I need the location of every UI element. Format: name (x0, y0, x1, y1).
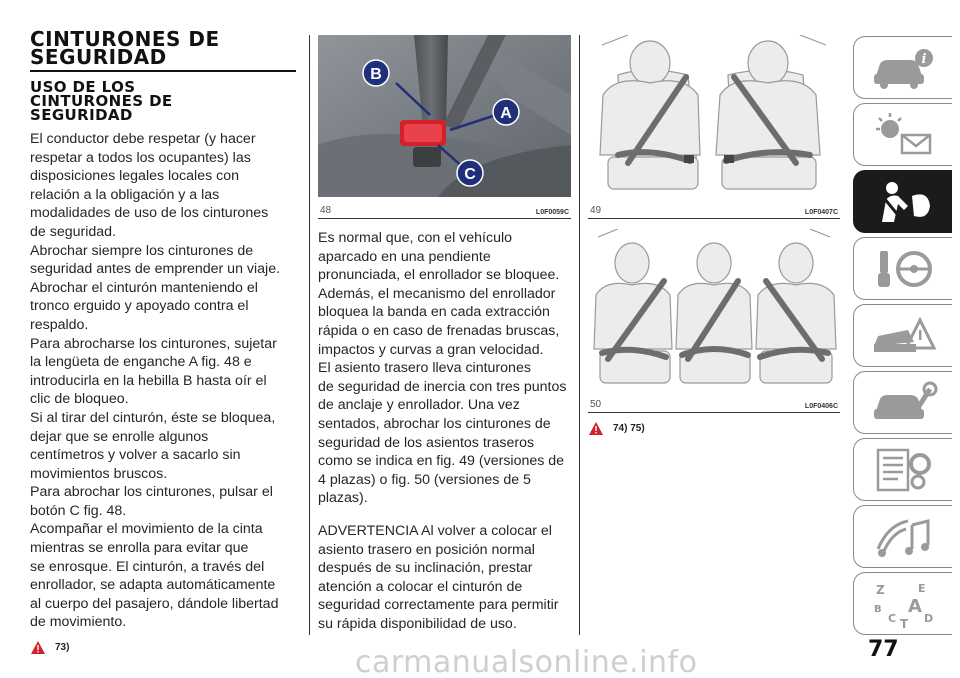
figure-number: 48 (320, 205, 332, 216)
tab-maintenance[interactable] (853, 371, 952, 434)
figure-50-caption (588, 396, 840, 413)
tab-technical-data[interactable] (853, 438, 952, 501)
figure-code: L0F0059C (535, 209, 569, 216)
tab-starting-driving[interactable] (853, 237, 952, 300)
car-info-icon (868, 42, 938, 94)
subtitle-line-3: SEGURIDAD (30, 106, 133, 124)
figure-code: L0F0407C (804, 209, 838, 216)
section-title-line-1: CINTURONES DE (30, 27, 220, 51)
callout-a-label: A (500, 105, 512, 122)
figure-49-caption (588, 202, 840, 219)
figure-number: 49 (590, 205, 602, 216)
warning-reference-74-75[interactable] (588, 421, 840, 436)
figure-48-caption (318, 202, 571, 219)
section-title (30, 27, 298, 69)
svg-text:i: i (921, 51, 927, 67)
warning-reference-73[interactable] (30, 640, 298, 655)
title-underline (30, 70, 296, 72)
index-letter-c: C (888, 611, 897, 625)
subtitle-line-1: USO DE LOS (30, 78, 136, 96)
tab-multimedia[interactable] (853, 505, 952, 568)
figure-49 (588, 35, 840, 219)
callout-c-label: C (464, 166, 476, 183)
alphabet-index-icon (868, 578, 938, 630)
index-letter-d: D (924, 611, 934, 625)
car-wrench-icon (868, 377, 938, 429)
tab-safety[interactable] (853, 170, 952, 233)
subtitle-line-2: CINTURONES DE (30, 92, 173, 110)
chapter-sidebar (853, 36, 952, 639)
index-letter-t: T (900, 616, 909, 630)
figure-number: 50 (590, 399, 602, 410)
index-letter-e: E (918, 581, 926, 595)
specs-gear-icon (868, 444, 938, 496)
index-letter-a: A (908, 595, 922, 617)
column-right (588, 35, 840, 436)
column-divider-2 (579, 35, 580, 635)
section-title-line-2: SEGURIDAD (30, 45, 167, 69)
seatbelt-airbag-icon (868, 176, 938, 228)
body-paragraph-left: El conductor debe respetar (y hacer respetar a todos los ocupantes) las disposiciones legales locales con relación a la obligación y a las modalidades de uso de los cinturones de seguridad. Abrochar siempre los cinturones de seguridad antes de emprender un viaje. Abrochar el cinturón manteniendo el tronco erguido y apoyado contra el respaldo. Para abrocharse los cinturones, sujetar la lengüeta de enganche A fig. 48 e introducirla en la hebilla B hasta oír el clic de bloqueo. Si al tirar del cinturón, éste se bloquea, dejar que se enrolle algunos centímetros y volver a sacarlo sin movimientos bruscos. Para abrochar los cinturones, pulsar el botón C fig. 48. Acompañar el movimiento de la cinta mientras se enrolla para evitar que se enrosque. El cinturón, a través del enrollador, se adapta automáticamente al cuerpo del pasajero, dándole libertad de movimiento. (30, 131, 281, 631)
dashboard-lights-icon (868, 109, 938, 161)
tab-dashboard-lights[interactable] (853, 103, 952, 166)
warning-triangle-icon (30, 640, 52, 655)
column-left (30, 27, 298, 655)
column-divider-1 (309, 35, 310, 635)
page-number: 77 (868, 637, 899, 662)
rear-seats-5-places-illustration (588, 229, 840, 391)
section-subtitle (30, 80, 298, 122)
watermark: carmanualsonline.info (355, 645, 698, 678)
seatbelt-buckle-illustration (318, 35, 571, 197)
figure-code: L0F0406C (804, 403, 838, 410)
warning-triangle-icon (588, 421, 610, 436)
tab-emergency[interactable] (853, 304, 952, 367)
key-steering-icon (868, 243, 938, 295)
index-letter-b: B (874, 603, 882, 615)
warning-car-icon (868, 310, 938, 362)
advertencia-paragraph: ADVERTENCIA Al volver a colocar el asiento trasero en posición normal después de su inclinación, prestar atención a colocar el cinturón de seguridad correctamente para permitir su rápida disponibilidad de uso. (318, 522, 559, 632)
figure-48 (318, 35, 571, 219)
callout-b-label: B (370, 66, 382, 83)
tab-car-info[interactable] (853, 36, 952, 99)
tab-index[interactable] (853, 572, 952, 635)
rear-seats-4-places-illustration (588, 35, 840, 197)
column-middle (318, 35, 571, 633)
index-letter-z: Z (876, 582, 885, 597)
multimedia-icon (868, 511, 938, 563)
figure-50 (588, 229, 840, 413)
warning-ref-text: 73) (55, 642, 70, 654)
body-paragraph-middle: Es normal que, con el vehículo aparcado en una pendiente pronunciada, el enrollador se bloquee. Además, el mecanismo del enrollador bloquea la banda en cada extracción rápida o en caso de frenadas bruscas, impactos y curvas a gran velocidad. El asiento trasero lleva cinturones de seguridad de inercia con tres puntos de anclaje y enrollador. Una vez sentados, abrochar los cinturones de seguridad de los asientos traseros como se indica en fig. 49 (versiones de 4 plazas) o fig. 50 (versiones de 5 plazas). (318, 230, 567, 507)
warning-ref-text: 74) 75) (613, 423, 645, 434)
